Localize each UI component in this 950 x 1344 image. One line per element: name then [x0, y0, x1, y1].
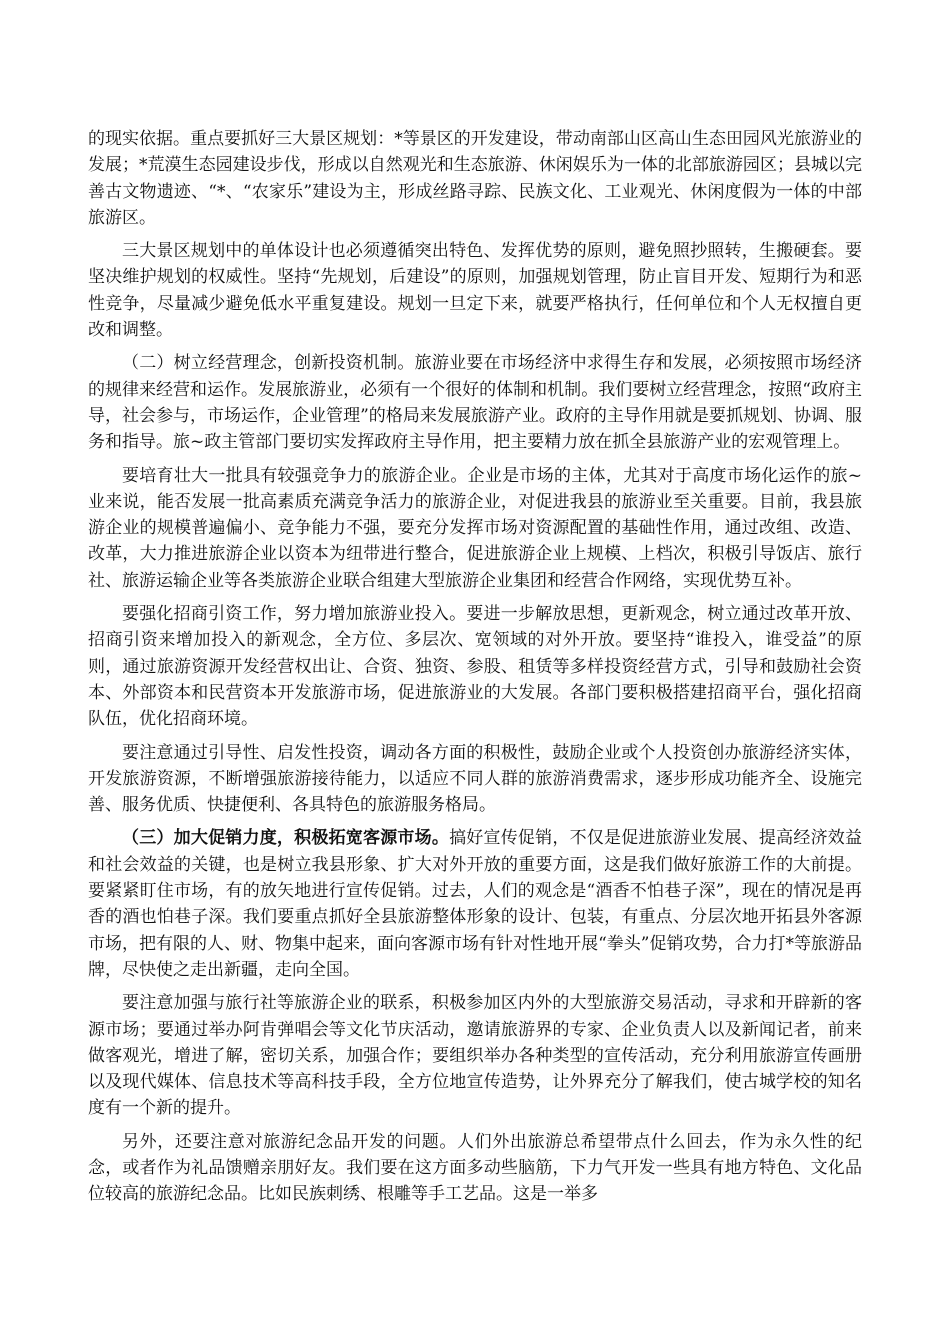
document-page	[88, 126, 862, 1215]
paragraph-single-design	[88, 238, 862, 343]
paragraph-text: 搞好宣传促销，不仅是促进旅游业发展、提高经济效益和社会效益的关键，也是树立我县形象、扩大对外开放的重要方面，这是我们做好旅游工作的大前提。要紧紧盯住市场，有的放矢地进行宣传促销。过去，人们的观念是“酒香不怕巷子深”，现在的情况是再香的酒也怕巷子深。我们要重点抓好全县旅游整体形象的设计、包装，有重点、分层次地开拓县外客源市场，把有限的人、财、物集中起来，面向客源市场有针对性地开展“拳头”促销攻势，合力打*等旅游品牌，尽快使之走出新疆，走向全国。	[88, 828, 863, 980]
paragraph-guided-investment	[88, 740, 862, 819]
paragraph-travel-agencies	[88, 990, 862, 1121]
paragraph-text: 的现实依据。重点要抓好三大景区规划：*等景区的开发建设，带动南部山区高山生态田园风光旅游业的发展；*荒漠生态园建设步伐，形成以自然观光和生态旅游、休闲娱乐为一体的北部旅游园区；县城以完善古文物遗迹、“*、“农家乐”建设为主，形成丝路寻踪、民族文化、工业观光、休闲度假为一体的中部旅游区。	[88, 129, 862, 228]
paragraph-planning-basis	[88, 126, 862, 231]
paragraph-text: 另外，还要注意对旅游纪念品开发的问题。人们外出旅游总希望带点什么回去，作为永久性的纪念，或者作为礼品馈赠亲朋好友。我们要在这方面多动些脑筋，下力气开发一些具有地方特色、文化品位较高的旅游纪念品。比如民族刺绣、根雕等手工艺品。这是一举多	[88, 1131, 862, 1205]
section-heading-promotion: （三）加大促销力度，积极拓宽客源市场。	[122, 828, 450, 849]
paragraph-promotion	[88, 825, 862, 983]
paragraph-text: 要培育壮大一批具有较强竞争力的旅游企业。企业是市场的主体，尤其对于高度市场化运作的旅~业来说，能否发展一批高素质充满竞争活力的旅游企业，对促进我县的旅游业至关重要。目前，我县旅游企业的规模普遍偏小、竞争能力不强，要充分发挥市场对资源配置的基础性作用，通过改组、改造、改革，大力推进旅游企业以资本为纽带进行整合，促进旅游企业上规模、上档次，积极引导饭店、旅行社、旅游运输企业等各类旅游企业联合组建大型旅游企业集团和经营合作网络，实现优势互补。	[88, 465, 862, 591]
paragraph-tourism-enterprises	[88, 463, 862, 594]
paragraph-text: 三大景区规划中的单体设计也必须遵循突出特色、发挥优势的原则，避免照抄照转，生搬硬套。要坚决维护规划的权威性。坚持“先规划，后建设”的原则，加强规划管理，防止盲目开发、短期行为和恶性竞争，尽量减少避免低水平重复建设。规划一旦定下来，就要严格执行，任何单位和个人无权擅自更改和调整。	[88, 241, 862, 341]
paragraph-souvenirs	[88, 1129, 862, 1208]
paragraph-business-concept	[88, 350, 862, 455]
paragraph-text: 要注意通过引导性、启发性投资，调动各方面的积极性，鼓励企业或个人投资创办旅游经济实体，开发旅游资源，不断增强旅游接待能力，以适应不同人群的旅游消费需求，逐步形成功能齐全、设施完善、服务优质、快捷便利、各具特色的旅游服务格局。	[88, 742, 862, 816]
paragraph-text: 要强化招商引资工作，努力增加旅游业投入。要进一步解放思想，更新观念，树立通过改革开放、招商引资来增加投入的新观念，全方位、多层次、宽领域的对外开放。要坚持“谁投入，谁受益”的原则，通过旅游资源开发经营权出让、合资、独资、参股、租赁等多样投资经营方式，引导和鼓励社会资本、外部资本和民营资本开发旅游市场，促进旅游业的大发展。各部门要积极搭建招商平台，强化招商队伍，优化招商环境。	[88, 604, 862, 730]
paragraph-investment	[88, 601, 862, 732]
paragraph-text: 要注意加强与旅行社等旅游企业的联系，积极参加区内外的大型旅游交易活动，寻求和开辟新的客源市场；要通过举办阿肯弹唱会等文化节庆活动，邀请旅游界的专家、企业负责人以及新闻记者，前来做客观光，增进了解，密切关系，加强合作；要组织举办各种类型的宣传活动，充分利用旅游宣传画册以及现代媒体、信息技术等高科技手段，全方位地宣传造势，让外界充分了解我们，使古城学校的知名度有一个新的提升。	[88, 993, 862, 1119]
paragraph-text: （二）树立经营理念，创新投资机制。旅游业要在市场经济中求得生存和发展，必须按照市场经济的规律来经营和运作。发展旅游业，必须有一个很好的体制和机制。我们要树立经营理念，按照“政府主导，社会参与，市场运作，企业管理”的格局来发展旅游产业。政府的主导作用就是要抓规划、协调、服务和指导。旅~政主管部门要切实发挥政府主导作用，把主要精力放在抓全县旅游产业的宏观管理上。	[88, 353, 862, 453]
